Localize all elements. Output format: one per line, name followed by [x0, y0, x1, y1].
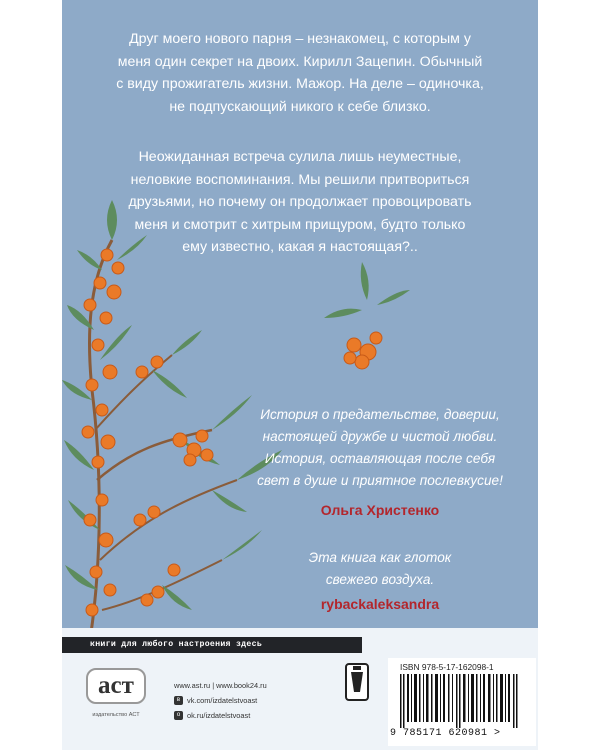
vk-row[interactable] — [174, 693, 267, 708]
blurb-line: с виду прожигатель жизни. Мажор. На деле – одиночка, — [116, 76, 484, 92]
vk-link[interactable]: vk.com/izdatelstvoast — [187, 696, 258, 705]
barcode — [398, 674, 526, 728]
blurb-line: меня один секрет на двоих. Кирилл Зацепин. Обычный — [117, 53, 483, 70]
slogan-banner: книги для любого настроения здесь — [62, 637, 362, 653]
quote-line: настоящей дружбе и чистой любви. — [262, 429, 498, 444]
lamp-icon — [344, 662, 370, 702]
blurb-line: меня и смотрит с хитрым прищуром, будто только — [134, 216, 466, 233]
quote-line: История, оставляющая после себя — [264, 451, 496, 466]
blurb-line: ему известно, какая я настоящая?.. — [182, 239, 418, 255]
publisher-logo — [86, 668, 146, 718]
blurb-line: Неожиданная встреча сулила лишь неуместные, — [138, 149, 462, 165]
barcode-block — [388, 658, 536, 746]
blurb-line: не подпускающий никого к себе близко. — [169, 98, 431, 115]
publisher-logo-text: аст — [86, 668, 146, 704]
ok-link[interactable]: ok.ru/izdatelstvoast — [187, 711, 251, 720]
review-quote-1 — [222, 404, 538, 492]
vk-icon: в — [174, 696, 183, 705]
quote-line: свежего воздуха. — [325, 572, 435, 587]
blurb-line: Друг моего нового парня – незнакомец, с которым у — [129, 31, 471, 47]
blurb-paragraph-2 — [62, 146, 538, 259]
website-link[interactable]: www.ast.ru | www.book24.ru — [174, 681, 267, 690]
isbn-text: ISBN 978-5-17-162098-1 — [400, 662, 494, 672]
quote-line: свет в душе и приятное послевкусие! — [257, 473, 503, 488]
blurb-line: друзьями, но почему он продолжает провоцировать — [128, 194, 472, 210]
blurb-paragraph-1 — [62, 28, 538, 118]
ok-row[interactable] — [174, 708, 267, 723]
review-author-1: Ольга Христенко — [320, 502, 440, 518]
barcode-number: 9 785171 620981 > — [390, 728, 501, 739]
publisher-tagline: издательство АСТ — [92, 712, 140, 718]
review-quote-2 — [222, 547, 538, 591]
review-author-2: rybackaleksandra — [320, 596, 440, 612]
quote-line: История о предательстве, доверии, — [260, 407, 500, 422]
quote-line: Эта книга как глоток — [308, 550, 452, 565]
publisher-links — [174, 678, 267, 723]
back-cover — [62, 0, 538, 750]
ok-icon: о — [174, 711, 183, 720]
blurb-line: неловкие воспоминания. Мы решили притвориться — [130, 171, 470, 188]
